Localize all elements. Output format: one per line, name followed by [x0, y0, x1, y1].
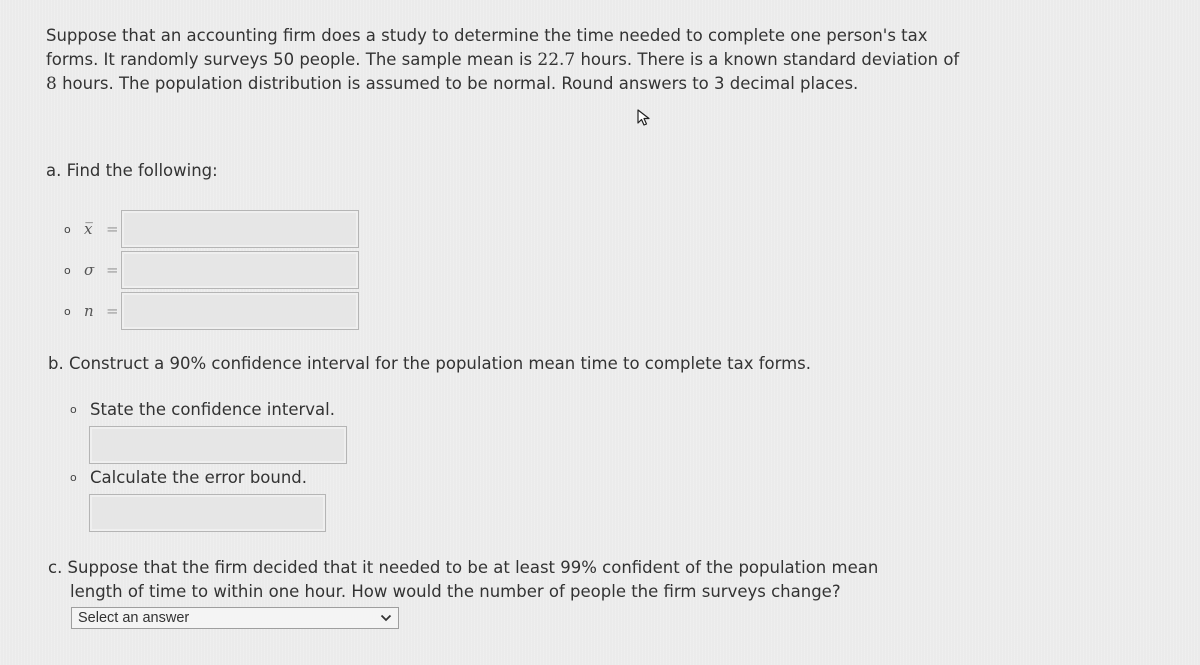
confidence-interval-label: State the confidence interval. — [90, 400, 335, 419]
chevron-down-icon — [380, 614, 392, 622]
equals-sign: = — [106, 261, 119, 279]
part-b-label: b. Construct a 90% confidence interval for the population mean time to complete tax forms. — [48, 354, 812, 373]
sample-mean-value: 22.7 — [537, 50, 576, 70]
equals-sign: = — [106, 302, 119, 320]
part-c-line-1: c. Suppose that the firm decided that it needed to be at least 99% confident of the population mean — [48, 558, 879, 577]
confidence-interval-input[interactable] — [89, 426, 347, 464]
confidence-interval-item — [70, 400, 335, 419]
bullet: o — [64, 263, 71, 277]
bullet: o — [64, 304, 71, 318]
part-c-question — [48, 556, 948, 604]
sigma-row — [64, 251, 359, 289]
std-dev-value: 8 — [46, 74, 57, 94]
answer-select[interactable] — [71, 607, 399, 629]
n-symbol: n — [84, 302, 94, 320]
error-bound-item — [70, 468, 307, 487]
xbar-symbol: x̅ — [84, 220, 93, 238]
problem-text-3: hours. The population distribution is assumed to be normal. Round answers to 3 decimal places. — [56, 74, 859, 93]
part-a-label: a. Find the following: — [46, 161, 218, 180]
problem-text-2: hours. There is a known standard deviation of — [575, 50, 960, 69]
equals-sign: = — [106, 220, 119, 238]
error-bound-label: Calculate the error bound. — [90, 468, 308, 487]
n-row — [64, 292, 359, 330]
problem-statement — [46, 24, 966, 96]
bullet: o — [70, 471, 77, 484]
sigma-symbol: σ — [84, 261, 95, 279]
xbar-row — [64, 210, 359, 248]
bullet: o — [70, 403, 77, 416]
part-c-line-2: length of time to within one hour. How would the number of people the firm surveys change? — [70, 582, 841, 601]
n-input[interactable] — [121, 292, 359, 330]
sigma-input[interactable] — [121, 251, 359, 289]
problem-text-1: Suppose that an accounting firm does a study to determine the time needed to complete one person's tax forms. It randomly surveys 50 people. The sample mean is — [46, 26, 928, 69]
bullet: o — [64, 222, 71, 236]
error-bound-input[interactable] — [89, 494, 326, 532]
answer-select-value: Select an answer — [78, 610, 190, 626]
xbar-input[interactable] — [121, 210, 359, 248]
mouse-pointer-icon — [636, 108, 654, 128]
